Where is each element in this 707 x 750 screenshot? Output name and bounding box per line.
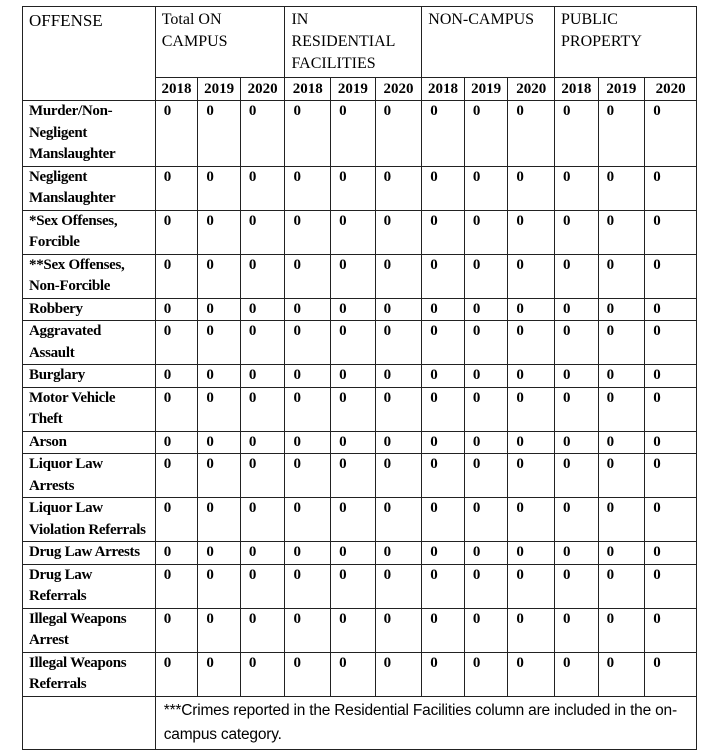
- offense-label-line: Negligent: [29, 124, 88, 141]
- offense-label-line: Aggravated: [29, 323, 101, 339]
- value-cell: 0: [331, 454, 376, 498]
- crime-statistics-table: [22, 6, 697, 750]
- value-cell: 0: [422, 321, 465, 365]
- year-header: 2020: [240, 78, 285, 101]
- table-row: [23, 498, 697, 542]
- value-cell: 0: [645, 387, 697, 431]
- value-cell: 0: [508, 431, 555, 454]
- value-cell: 0: [645, 254, 697, 298]
- value-cell: 0: [240, 542, 285, 565]
- value-cell: 0: [598, 608, 645, 652]
- value-cell: 0: [375, 298, 422, 321]
- offense-header: OFFENSE: [23, 7, 156, 101]
- value-cell: 0: [331, 608, 376, 652]
- value-cell: 0: [508, 321, 555, 365]
- value-cell: 0: [555, 387, 599, 431]
- value-cell: 0: [422, 608, 465, 652]
- value-cell: 0: [555, 365, 599, 388]
- value-cell: 0: [240, 431, 285, 454]
- offense-label-line: Liquor Law: [29, 500, 103, 516]
- value-cell: 0: [155, 652, 198, 696]
- value-cell: 0: [285, 321, 331, 365]
- value-cell: 0: [331, 387, 376, 431]
- offense-cell: [23, 365, 156, 388]
- value-cell: 0: [240, 254, 285, 298]
- value-cell: 0: [198, 321, 241, 365]
- value-cell: 0: [508, 101, 555, 167]
- value-cell: 0: [508, 608, 555, 652]
- offense-cell: [23, 298, 156, 321]
- value-cell: 0: [331, 431, 376, 454]
- table-row: [23, 608, 697, 652]
- offense-label-line: Violation Referrals: [29, 521, 146, 538]
- value-cell: 0: [285, 652, 331, 696]
- table-row: [23, 431, 697, 454]
- value-cell: 0: [464, 387, 508, 431]
- value-cell: 0: [331, 101, 376, 167]
- value-cell: 0: [375, 210, 422, 254]
- offense-label-line: Illegal Weapons: [29, 610, 127, 627]
- value-cell: 0: [464, 454, 508, 498]
- value-cell: 0: [155, 608, 198, 652]
- offense-label-line: Arson: [29, 433, 67, 450]
- value-cell: 0: [155, 564, 198, 608]
- offense-label-line: Motor Vehicle: [29, 389, 116, 406]
- offense-cell: [23, 498, 156, 542]
- offense-cell: [23, 321, 156, 365]
- offense-cell: [23, 210, 156, 254]
- value-cell: 0: [464, 498, 508, 542]
- value-cell: 0: [645, 542, 697, 565]
- offense-label-line: Murder/Non-: [29, 103, 113, 119]
- value-cell: 0: [375, 431, 422, 454]
- value-cell: 0: [645, 564, 697, 608]
- value-cell: 0: [198, 542, 241, 565]
- value-cell: 0: [155, 254, 198, 298]
- value-cell: 0: [285, 101, 331, 167]
- value-cell: 0: [285, 166, 331, 210]
- value-cell: 0: [285, 431, 331, 454]
- value-cell: 0: [508, 498, 555, 542]
- value-cell: 0: [555, 652, 599, 696]
- value-cell: 0: [240, 321, 285, 365]
- value-cell: 0: [422, 166, 465, 210]
- footnote-blank-cell: [23, 696, 156, 749]
- offense-label-line: *Sex Offenses,: [29, 212, 118, 229]
- value-cell: 0: [155, 387, 198, 431]
- offense-label-line: Arrests: [29, 477, 75, 494]
- table-row: [23, 387, 697, 431]
- value-cell: 0: [555, 298, 599, 321]
- offense-cell: [23, 166, 156, 210]
- value-cell: 0: [645, 431, 697, 454]
- value-cell: 0: [155, 101, 198, 167]
- value-cell: 0: [598, 431, 645, 454]
- value-cell: 0: [198, 101, 241, 167]
- value-cell: 0: [422, 365, 465, 388]
- year-header: 2019: [198, 78, 241, 101]
- value-cell: 0: [464, 564, 508, 608]
- value-cell: 0: [422, 542, 465, 565]
- value-cell: 0: [555, 210, 599, 254]
- offense-label-line: Referrals: [29, 676, 87, 692]
- value-cell: 0: [555, 166, 599, 210]
- offense-cell: [23, 652, 156, 696]
- value-cell: 0: [508, 454, 555, 498]
- table-row: [23, 542, 697, 565]
- value-cell: 0: [155, 454, 198, 498]
- value-cell: 0: [331, 365, 376, 388]
- offense-label-line: Drug Law Arrests: [29, 544, 140, 560]
- value-cell: 0: [645, 321, 697, 365]
- offense-cell: [23, 254, 156, 298]
- year-header: 2019: [598, 78, 645, 101]
- year-header: 2020: [375, 78, 422, 101]
- value-cell: 0: [240, 498, 285, 542]
- value-cell: 0: [285, 210, 331, 254]
- offense-label-line: Negligent: [29, 168, 88, 185]
- table-row: [23, 321, 697, 365]
- table-row: [23, 254, 697, 298]
- value-cell: 0: [422, 454, 465, 498]
- value-cell: 0: [198, 298, 241, 321]
- value-cell: 0: [240, 564, 285, 608]
- offense-label-line: Non-Forcible: [29, 278, 111, 294]
- value-cell: 0: [240, 608, 285, 652]
- value-cell: 0: [598, 542, 645, 565]
- offense-cell: [23, 387, 156, 431]
- value-cell: 0: [375, 101, 422, 167]
- table-row: [23, 101, 697, 167]
- value-cell: 0: [240, 652, 285, 696]
- value-cell: 0: [155, 365, 198, 388]
- value-cell: 0: [331, 166, 376, 210]
- value-cell: 0: [240, 454, 285, 498]
- value-cell: 0: [645, 210, 697, 254]
- value-cell: 0: [464, 166, 508, 210]
- value-cell: 0: [198, 652, 241, 696]
- value-cell: 0: [285, 387, 331, 431]
- value-cell: 0: [285, 564, 331, 608]
- value-cell: 0: [375, 498, 422, 542]
- offense-cell: [23, 101, 156, 167]
- value-cell: 0: [240, 210, 285, 254]
- value-cell: 0: [375, 254, 422, 298]
- value-cell: 0: [155, 298, 198, 321]
- offense-label-line: Illegal Weapons: [29, 654, 127, 671]
- value-cell: 0: [645, 365, 697, 388]
- group-header-residential: IN RESIDENTIAL FACILITIES: [285, 7, 422, 78]
- offense-cell: [23, 454, 156, 498]
- offense-label-line: Manslaughter: [29, 190, 116, 206]
- footnote-row: [23, 696, 697, 749]
- group-header-on-campus: Total ON CAMPUS: [155, 7, 285, 78]
- year-header: 2018: [155, 78, 198, 101]
- value-cell: 0: [464, 365, 508, 388]
- value-cell: 0: [508, 387, 555, 431]
- value-cell: 0: [464, 431, 508, 454]
- value-cell: 0: [645, 298, 697, 321]
- offense-cell: [23, 608, 156, 652]
- value-cell: 0: [645, 101, 697, 167]
- value-cell: 0: [198, 387, 241, 431]
- value-cell: 0: [240, 365, 285, 388]
- value-cell: 0: [555, 454, 599, 498]
- value-cell: 0: [422, 652, 465, 696]
- value-cell: 0: [331, 254, 376, 298]
- value-cell: 0: [422, 431, 465, 454]
- offense-label-line: Forcible: [29, 234, 80, 250]
- value-cell: 0: [375, 608, 422, 652]
- value-cell: 0: [464, 254, 508, 298]
- value-cell: 0: [645, 608, 697, 652]
- value-cell: 0: [598, 652, 645, 696]
- value-cell: 0: [285, 542, 331, 565]
- value-cell: 0: [155, 166, 198, 210]
- value-cell: 0: [285, 498, 331, 542]
- value-cell: 0: [331, 321, 376, 365]
- offense-label-line: **Sex Offenses,: [29, 256, 125, 273]
- value-cell: 0: [422, 387, 465, 431]
- value-cell: 0: [375, 321, 422, 365]
- value-cell: 0: [464, 608, 508, 652]
- value-cell: 0: [375, 166, 422, 210]
- value-cell: 0: [375, 652, 422, 696]
- value-cell: 0: [198, 454, 241, 498]
- value-cell: 0: [422, 298, 465, 321]
- offense-cell: [23, 564, 156, 608]
- value-cell: 0: [285, 254, 331, 298]
- value-cell: 0: [240, 101, 285, 167]
- group-header-non-campus: NON-CAMPUS: [422, 7, 555, 78]
- year-header: 2018: [285, 78, 331, 101]
- year-header: 2020: [645, 78, 697, 101]
- value-cell: 0: [464, 101, 508, 167]
- value-cell: 0: [155, 498, 198, 542]
- offense-label-line: Burglary: [29, 367, 85, 383]
- value-cell: 0: [422, 254, 465, 298]
- value-cell: 0: [598, 254, 645, 298]
- value-cell: 0: [555, 321, 599, 365]
- value-cell: 0: [645, 166, 697, 210]
- group-header-public-property: PUBLIC PROPERTY: [555, 7, 697, 78]
- value-cell: 0: [598, 564, 645, 608]
- value-cell: 0: [598, 210, 645, 254]
- table-row: [23, 298, 697, 321]
- value-cell: 0: [422, 564, 465, 608]
- value-cell: 0: [508, 166, 555, 210]
- offense-cell: [23, 431, 156, 454]
- table-row: [23, 564, 697, 608]
- value-cell: 0: [598, 365, 645, 388]
- value-cell: 0: [598, 387, 645, 431]
- offense-label-line: Assault: [29, 344, 75, 361]
- value-cell: 0: [464, 321, 508, 365]
- value-cell: 0: [464, 298, 508, 321]
- value-cell: 0: [240, 166, 285, 210]
- value-cell: 0: [598, 498, 645, 542]
- footnote: ***Crimes reported in the Residential Facilities column are included in the on-campus category.: [155, 696, 696, 749]
- value-cell: 0: [155, 542, 198, 565]
- value-cell: 0: [285, 454, 331, 498]
- value-cell: 0: [508, 365, 555, 388]
- value-cell: 0: [508, 210, 555, 254]
- table-row: [23, 454, 697, 498]
- value-cell: 0: [331, 298, 376, 321]
- value-cell: 0: [285, 298, 331, 321]
- offense-label-line: Robbery: [29, 300, 83, 317]
- offense-label-line: Referrals: [29, 588, 87, 604]
- value-cell: 0: [508, 652, 555, 696]
- table-row: [23, 652, 697, 696]
- value-cell: 0: [464, 652, 508, 696]
- offense-label-line: Manslaughter: [29, 146, 116, 162]
- offense-label-line: Drug Law: [29, 566, 93, 583]
- value-cell: 0: [555, 542, 599, 565]
- value-cell: 0: [155, 431, 198, 454]
- value-cell: 0: [555, 431, 599, 454]
- header-group-row: [23, 7, 697, 78]
- value-cell: 0: [285, 365, 331, 388]
- year-header: 2019: [464, 78, 508, 101]
- value-cell: 0: [464, 542, 508, 565]
- value-cell: 0: [375, 542, 422, 565]
- value-cell: 0: [198, 498, 241, 542]
- value-cell: 0: [198, 608, 241, 652]
- value-cell: 0: [198, 365, 241, 388]
- year-header: 2019: [331, 78, 376, 101]
- value-cell: 0: [331, 564, 376, 608]
- value-cell: 0: [198, 166, 241, 210]
- table-body: [23, 101, 697, 697]
- value-cell: 0: [375, 387, 422, 431]
- value-cell: 0: [508, 298, 555, 321]
- value-cell: 0: [240, 387, 285, 431]
- value-cell: 0: [198, 564, 241, 608]
- value-cell: 0: [555, 564, 599, 608]
- value-cell: 0: [155, 321, 198, 365]
- offense-label-line: Theft: [29, 411, 63, 427]
- value-cell: 0: [422, 210, 465, 254]
- value-cell: 0: [331, 210, 376, 254]
- value-cell: 0: [198, 431, 241, 454]
- offense-cell: [23, 542, 156, 565]
- value-cell: 0: [331, 542, 376, 565]
- value-cell: 0: [198, 210, 241, 254]
- value-cell: 0: [508, 254, 555, 298]
- year-header: 2018: [422, 78, 465, 101]
- table-row: [23, 365, 697, 388]
- value-cell: 0: [598, 101, 645, 167]
- value-cell: 0: [285, 608, 331, 652]
- value-cell: 0: [375, 454, 422, 498]
- value-cell: 0: [555, 101, 599, 167]
- value-cell: 0: [422, 498, 465, 542]
- value-cell: 0: [198, 254, 241, 298]
- value-cell: 0: [508, 542, 555, 565]
- value-cell: 0: [555, 254, 599, 298]
- value-cell: 0: [422, 101, 465, 167]
- offense-label-line: Liquor Law: [29, 456, 103, 472]
- value-cell: 0: [555, 608, 599, 652]
- value-cell: 0: [645, 498, 697, 542]
- value-cell: 0: [464, 210, 508, 254]
- value-cell: 0: [240, 298, 285, 321]
- table-row: [23, 210, 697, 254]
- table-row: [23, 166, 697, 210]
- value-cell: 0: [508, 564, 555, 608]
- value-cell: 0: [331, 652, 376, 696]
- value-cell: 0: [375, 365, 422, 388]
- value-cell: 0: [375, 564, 422, 608]
- year-header: 2020: [508, 78, 555, 101]
- value-cell: 0: [555, 498, 599, 542]
- value-cell: 0: [331, 498, 376, 542]
- offense-label-line: Arrest: [29, 632, 69, 648]
- value-cell: 0: [155, 210, 198, 254]
- value-cell: 0: [598, 321, 645, 365]
- value-cell: 0: [598, 454, 645, 498]
- value-cell: 0: [645, 652, 697, 696]
- value-cell: 0: [598, 166, 645, 210]
- year-header: 2018: [555, 78, 599, 101]
- value-cell: 0: [645, 454, 697, 498]
- value-cell: 0: [598, 298, 645, 321]
